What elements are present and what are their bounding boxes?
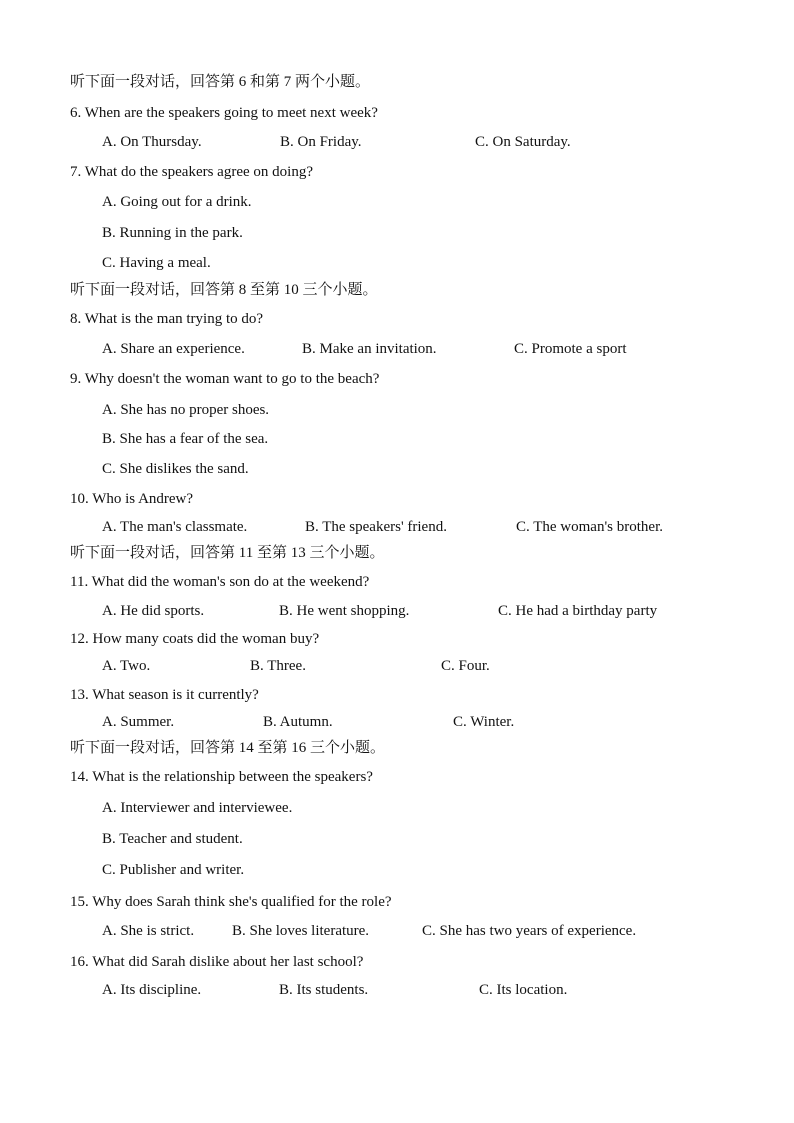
question-15: 15. Why does Sarah think she's qualified for the role? — [70, 894, 392, 910]
section-instruction: 听下面一段对话，回答第 11 至第 13 三个小题。 — [70, 545, 385, 561]
q11-option-c: C. He had a birthday party — [498, 603, 658, 619]
q14-option-c: C. Publisher and writer. — [102, 862, 245, 878]
q6-option-a: A. On Thursday. — [102, 134, 202, 150]
q9-option-c: C. She dislikes the sand. — [102, 461, 249, 477]
question-7: 7. What do the speakers agree on doing? — [70, 164, 313, 180]
q13-option-b: B. Autumn. — [263, 714, 333, 730]
q15-option-b: B. She loves literature. — [232, 923, 370, 939]
q6-option-b: B. On Friday. — [280, 134, 362, 150]
q12-option-b: B. Three. — [250, 658, 306, 674]
question-10: 10. Who is Andrew? — [70, 491, 194, 507]
question-12: 12. How many coats did the woman buy? — [70, 631, 320, 647]
q11-option-a: A. He did sports. — [102, 603, 205, 619]
q10-option-b: B. The speakers' friend. — [305, 519, 447, 535]
q15-option-c: C. She has two years of experience. — [422, 923, 637, 939]
q6-option-c: C. On Saturday. — [475, 134, 571, 150]
q9-option-b: B. She has a fear of the sea. — [102, 431, 269, 447]
q16-option-a: A. Its discipline. — [102, 982, 202, 998]
q14-option-b: B. Teacher and student. — [102, 831, 243, 847]
q7-option-b: B. Running in the park. — [102, 225, 243, 241]
q13-option-c: C. Winter. — [453, 714, 515, 730]
section-instruction: 听下面一段对话，回答第 8 至第 10 三个小题。 — [70, 282, 378, 298]
q8-option-b: B. Make an invitation. — [302, 341, 437, 357]
q8-option-c: C. Promote a sport — [514, 341, 627, 357]
q13-option-a: A. Summer. — [102, 714, 175, 730]
q9-option-a: A. She has no proper shoes. — [102, 402, 270, 418]
question-8: 8. What is the man trying to do? — [70, 311, 264, 327]
q14-option-a: A. Interviewer and interviewee. — [102, 800, 293, 816]
q7-option-a: A. Going out for a drink. — [102, 194, 252, 210]
question-14: 14. What is the relationship between the speakers? — [70, 769, 373, 785]
q11-option-b: B. He went shopping. — [279, 603, 410, 619]
q10-option-c: C. The woman's brother. — [516, 519, 663, 535]
section-instruction: 听下面一段对话，回答第 14 至第 16 三个小题。 — [70, 740, 386, 756]
q12-option-c: C. Four. — [441, 658, 490, 674]
q12-option-a: A. Two. — [102, 658, 151, 674]
q16-option-c: C. Its location. — [479, 982, 568, 998]
q10-option-a: A. The man's classmate. — [102, 519, 248, 535]
question-16: 16. What did Sarah dislike about her last school? — [70, 954, 364, 970]
question-11: 11. What did the woman's son do at the weekend? — [70, 574, 370, 590]
q8-option-a: A. Share an experience. — [102, 341, 245, 357]
section-instruction: 听下面一段对话，回答第 6 和第 7 两个小题。 — [70, 74, 371, 90]
question-13: 13. What season is it currently? — [70, 687, 259, 703]
q16-option-b: B. Its students. — [279, 982, 369, 998]
question-6: 6. When are the speakers going to meet next week? — [70, 105, 378, 121]
question-9: 9. Why doesn't the woman want to go to the beach? — [70, 371, 380, 387]
q7-option-c: C. Having a meal. — [102, 255, 211, 271]
q15-option-a: A. She is strict. — [102, 923, 195, 939]
